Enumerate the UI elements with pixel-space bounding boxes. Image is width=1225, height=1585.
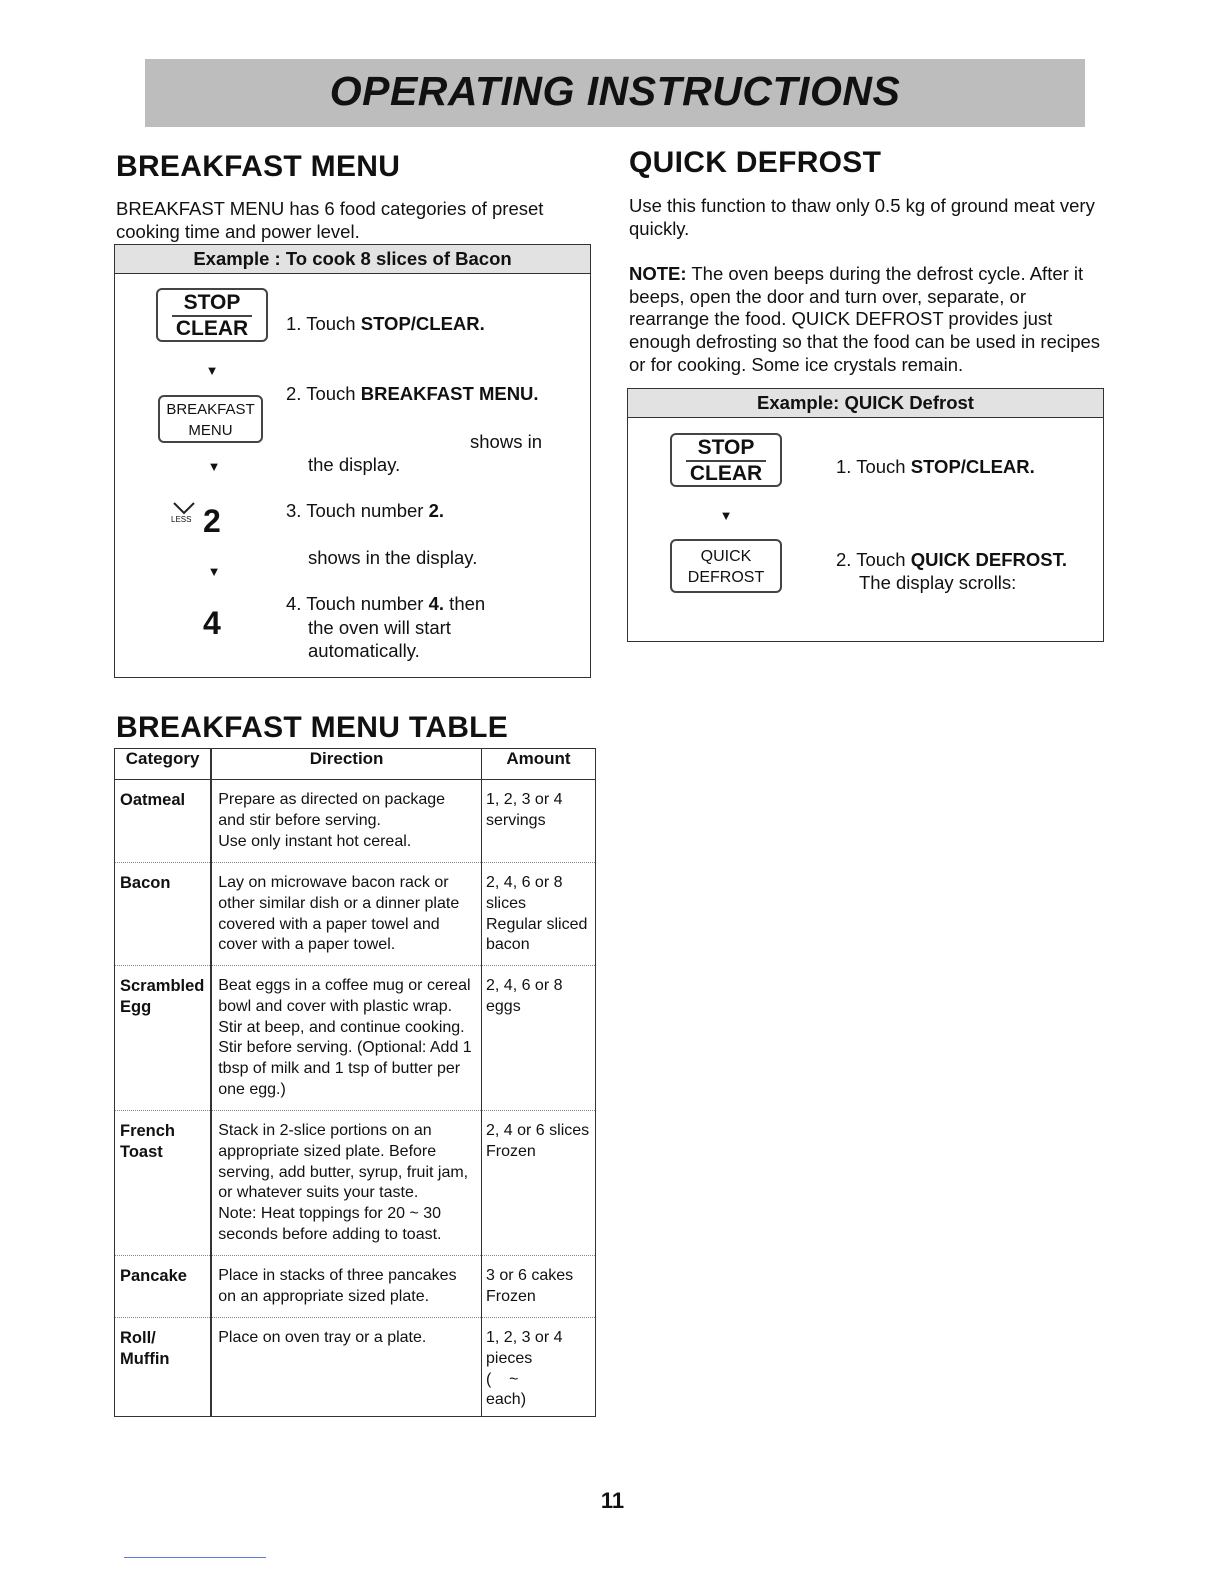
down-arrow-icon: ▼ (719, 508, 733, 523)
direction-cell-line: appropriate sized plate. Before (218, 1142, 437, 1160)
breakfast-example-box (114, 244, 591, 678)
direction-cell-line: Use only instant hot cereal. (218, 832, 412, 850)
direction-cell (211, 780, 481, 863)
category-cell-line: Oatmeal (120, 791, 186, 809)
step-key-name: QUICK DEFROST. (910, 549, 1067, 570)
page-title: OPERATING INSTRUCTIONS (329, 68, 901, 114)
breakfast-menu-table (114, 748, 596, 1417)
note-text: The oven beeps during the defrost cycle. After it beeps, open the door and turn over, separate, or rearrange the food. QUICK DEFROST provides just enough defrosting so that the food can be used in recipes or for cooking. Some ice crystals remain. (629, 263, 1101, 375)
breakfast-example-title: Example : To cook 8 slices of Bacon (115, 245, 590, 274)
direction-cell-line: on an appropriate sized plate. (218, 1287, 430, 1305)
stop-key-label: STOP (697, 436, 755, 459)
breakfast-step-2-shows: shows in (470, 431, 542, 452)
quick-defrost-intro: Use this function to thaw only 0.5 kg of ground meat very quickly. (629, 195, 1095, 239)
amount-cell (482, 1318, 596, 1416)
category-cell-line: Toast (120, 1142, 163, 1161)
step-key-name: 2. (428, 500, 445, 521)
amount-cell-line: Regular sliced (486, 915, 588, 933)
quick-defrost-key (670, 539, 782, 593)
header-banner (145, 59, 1085, 127)
table-row (115, 780, 595, 863)
quick-defrost-example-box (627, 388, 1104, 642)
number-4-key: 4 (203, 605, 221, 641)
step-text: 2. Touch (836, 549, 911, 570)
table-row (115, 966, 595, 1111)
direction-cell-line: one egg.) (218, 1080, 286, 1098)
step-text: 2. Touch (286, 383, 361, 404)
category-cell-line: Scrambled (120, 977, 205, 995)
amount-cell-line: ( ~ (486, 1370, 519, 1388)
amount-cell-line: Frozen (486, 1287, 536, 1305)
amount-cell (482, 1111, 596, 1256)
number-2-key: 2 (203, 503, 221, 539)
clear-key-label: CLEAR (689, 462, 763, 485)
less-label: LESS (171, 515, 192, 524)
category-cell-line: Pancake (120, 1267, 187, 1285)
direction-cell (211, 1318, 481, 1416)
category-cell (115, 1256, 211, 1318)
quick-defrost-heading: QUICK DEFROST (629, 146, 882, 179)
direction-cell-line: and stir before serving. (218, 811, 381, 829)
direction-cell-line: cover with a paper towel. (218, 936, 396, 954)
amount-cell-line: 2, 4, 6 or 8 (486, 874, 563, 891)
breakfast-step-2-display: the display. (308, 454, 401, 475)
category-cell-line: Egg (120, 997, 152, 1016)
step-key-name: STOP/CLEAR. (910, 456, 1035, 477)
direction-cell-line: tbsp of milk and 1 tsp of butter per (218, 1060, 461, 1078)
step-text: 1. Touch (836, 456, 911, 477)
quick-defrost-step-2-line2: The display scrolls: (859, 572, 1017, 593)
key-label-line1: BREAKFAST (166, 401, 255, 418)
direction-cell (211, 966, 481, 1111)
table-body (115, 780, 595, 1416)
category-cell (115, 966, 211, 1111)
header-amount: Amount (482, 749, 596, 780)
footer-rule (124, 1557, 266, 1558)
amount-cell (482, 1256, 596, 1318)
category-cell (115, 1318, 211, 1416)
amount-cell-line: 1, 2, 3 or 4 (486, 791, 563, 808)
quick-defrost-step-2 (836, 548, 1067, 572)
amount-cell-line: Frozen (486, 1142, 536, 1160)
down-arrow-icon: ▼ (205, 363, 219, 378)
stop-clear-key (156, 288, 268, 342)
amount-cell-line: slices (486, 894, 527, 912)
chevron-down-icon (173, 501, 195, 515)
category-cell-line: French (120, 1122, 176, 1140)
direction-cell-line: Place in stacks of three pancakes (218, 1267, 457, 1284)
step-text: then (444, 593, 486, 614)
amount-cell-line: servings (486, 811, 546, 829)
breakfast-step-4 (286, 592, 485, 616)
table-row (115, 1256, 595, 1318)
header-direction: Direction (211, 749, 481, 780)
breakfast-step-3-shows: shows in the display. (308, 547, 478, 568)
step-text: 4. Touch number (286, 593, 429, 614)
direction-cell (211, 1111, 481, 1256)
table-row (115, 1111, 595, 1256)
key-label-line2: MENU (188, 422, 233, 439)
amount-cell (482, 780, 596, 863)
breakfast-step-4-line3: automatically. (308, 640, 420, 661)
amount-cell-line: eggs (486, 997, 521, 1015)
direction-cell-line: seconds before adding to toast. (218, 1225, 442, 1243)
direction-cell-line: Note: Heat toppings for 20 ~ 30 (218, 1205, 442, 1223)
breakfast-step-2 (286, 382, 539, 406)
direction-cell-line: Place on oven tray or a plate. (218, 1329, 427, 1346)
direction-cell-line: bowl and cover with plastic wrap. (218, 997, 453, 1015)
stop-key-label: STOP (183, 291, 241, 314)
step-text: 1. Touch (286, 313, 361, 334)
amount-cell-line: 2, 4, 6 or 8 (486, 977, 563, 994)
breakfast-menu-key (158, 395, 263, 443)
breakfast-menu-heading: BREAKFAST MENU (116, 150, 401, 183)
note-label: NOTE: (629, 263, 687, 284)
direction-cell-line: Beat eggs in a coffee mug or cereal (218, 977, 471, 994)
amount-cell-line: pieces (486, 1349, 533, 1367)
table-row (115, 863, 595, 966)
breakfast-step-4-line2: the oven will start (308, 617, 451, 638)
down-arrow-icon: ▼ (207, 459, 221, 474)
direction-cell-line: Stack in 2-slice portions on an (218, 1122, 432, 1139)
category-cell (115, 863, 211, 966)
amount-cell-line: 3 or 6 cakes (486, 1267, 574, 1284)
category-cell-line: Bacon (120, 874, 171, 892)
direction-cell-line: Stir at beep, and continue cooking. (218, 1018, 465, 1036)
direction-cell-line: Lay on microwave bacon rack or (218, 874, 449, 891)
key-label-line2: DEFROST (687, 569, 765, 586)
direction-cell-line: Stir before serving. (Optional: Add 1 (218, 1039, 472, 1057)
key-label-line1: QUICK (700, 548, 752, 565)
amount-cell-line: each) (486, 1391, 527, 1409)
clear-key-label: CLEAR (175, 317, 249, 340)
category-cell (115, 780, 211, 863)
quick-defrost-note (629, 263, 1104, 377)
direction-cell-line: or whatever suits your taste. (218, 1184, 419, 1202)
table-row (115, 1318, 595, 1416)
step-text: 3. Touch number (286, 500, 429, 521)
amount-cell (482, 966, 596, 1111)
direction-cell-line: Prepare as directed on package (218, 791, 446, 808)
category-cell-line: Muffin (120, 1349, 170, 1368)
step-key-name: STOP/CLEAR. (360, 313, 485, 334)
step-key-name: 4. (428, 593, 445, 614)
amount-cell-line: bacon (486, 936, 530, 954)
category-cell (115, 1111, 211, 1256)
header-category: Category (115, 749, 211, 780)
down-arrow-icon: ▼ (207, 564, 221, 579)
direction-cell (211, 863, 481, 966)
category-cell-line: Roll/ (120, 1329, 156, 1347)
direction-cell (211, 1256, 481, 1318)
step-key-name: BREAKFAST MENU. (360, 383, 539, 404)
breakfast-step-3 (286, 499, 444, 523)
direction-cell-line: covered with a paper towel and (218, 915, 440, 933)
stop-clear-key (670, 433, 782, 487)
quick-defrost-example-title: Example: QUICK Defrost (628, 389, 1103, 418)
direction-cell-line: other similar dish or a dinner plate (218, 894, 460, 912)
breakfast-menu-intro: BREAKFAST MENU has 6 food categories of preset cooking time and power level. (116, 198, 544, 242)
direction-cell-line: serving, add butter, syrup, fruit jam, (218, 1163, 469, 1181)
amount-cell-line: 1, 2, 3 or 4 (486, 1329, 563, 1346)
breakfast-table-heading: BREAKFAST MENU TABLE (116, 711, 509, 744)
page-number: 11 (600, 1488, 625, 1513)
amount-cell (482, 863, 596, 966)
amount-cell-line: 2, 4 or 6 slices (486, 1122, 590, 1139)
quick-defrost-step-1 (836, 455, 1035, 479)
breakfast-step-1 (286, 312, 485, 336)
